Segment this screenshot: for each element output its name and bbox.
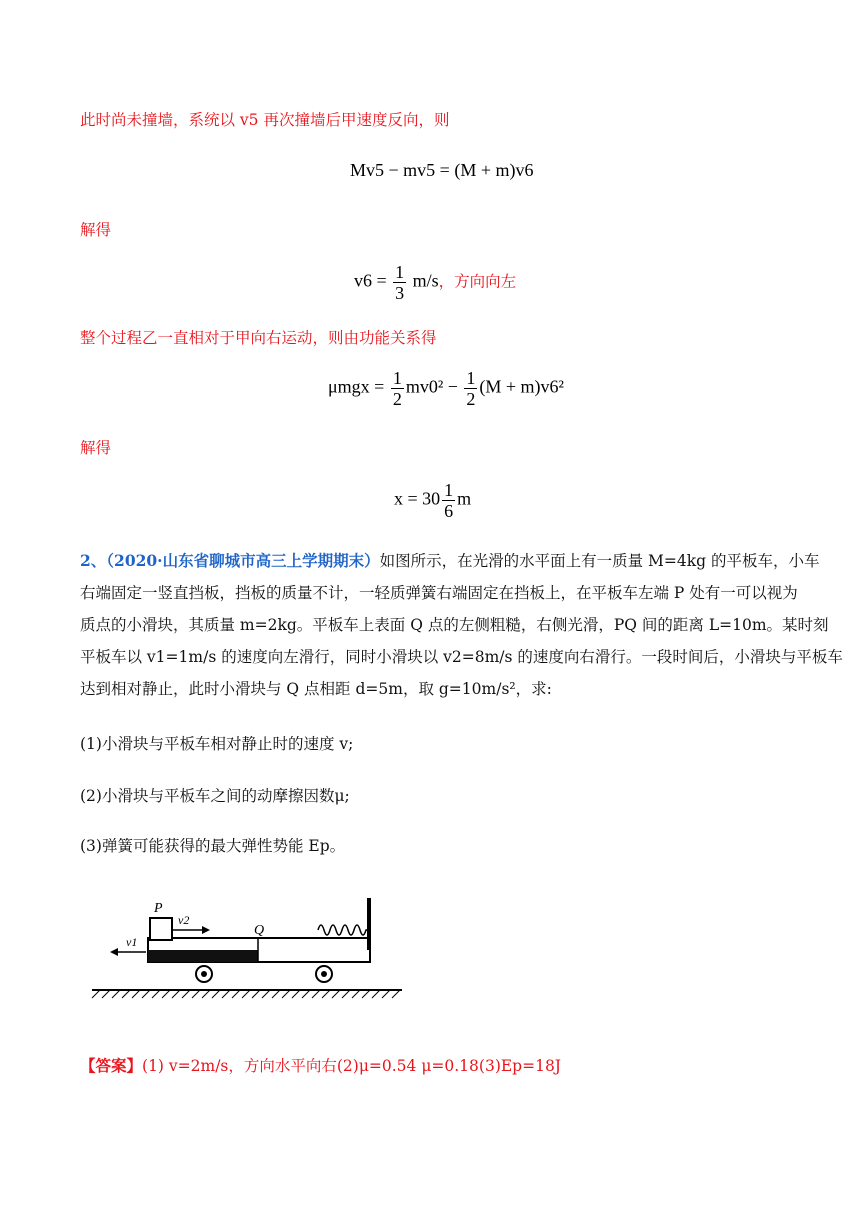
cart-figure bbox=[88, 890, 408, 1010]
wheel-right bbox=[316, 966, 332, 982]
solution-line-1: 此时尚未撞墙，系统以 v5 再次撞墙后甲速度反向，则 bbox=[80, 111, 450, 129]
equation-momentum: Mv5 − mv5 = (M + m)v6 bbox=[350, 160, 534, 180]
slider-block bbox=[150, 918, 172, 940]
question-1: (1)小滑块与平板车相对静止时的速度 v; bbox=[80, 735, 354, 753]
equation-energy: μmgx = $\frac{1}{2}$ mv0² − $\frac{1}{2}$ (M + m)v6² bbox=[328, 368, 564, 409]
rough-surface bbox=[148, 950, 258, 962]
wall-baffle bbox=[367, 898, 371, 950]
equation-v6: v6 = $\frac{1}{3}$ m/s，方向向左 bbox=[354, 262, 517, 303]
problem-line-4: 平板车以 v1=1m/s 的速度向左滑行，同时小滑块以 v2=8m/s 的速度向右滑行。一段时间后，小滑块与平板车 bbox=[80, 648, 843, 666]
label-v2: v2 bbox=[178, 913, 190, 927]
problem-line-3: 质点的小滑块，其质量 m=2kg。平板车上表面 Q 点的左侧粗糙，右侧光滑，PQ 间的距离 L=10m。某时刻 bbox=[80, 616, 829, 634]
label-p: P bbox=[154, 901, 163, 916]
label-q: Q bbox=[254, 923, 265, 938]
problem-line-2: 右端固定一竖直挡板，挡板的质量不计，一轻质弹簧右端固定在挡板上，在平板车左端 P 处有一可以视为 bbox=[80, 584, 798, 602]
solution-jiede-2: 解得 bbox=[80, 439, 112, 457]
problem-number: 2、 bbox=[80, 551, 107, 570]
answer-line bbox=[80, 1050, 561, 1082]
problem-line-5: 达到相对静止，此时小滑块与 Q 点相距 d=5m，取 g=10m/s²，求: bbox=[80, 680, 552, 698]
problem-source: （2020·山东省聊城市高三上学期期末） bbox=[106, 551, 380, 570]
equation-x: x = 30 $\frac{1}{6}$ m bbox=[394, 480, 472, 521]
label-v1: v1 bbox=[126, 935, 138, 949]
question-2: (2)小滑块与平板车之间的动摩擦因数μ; bbox=[80, 787, 350, 805]
question-3: (3)弹簧可能获得的最大弹性势能 Ep。 bbox=[80, 837, 346, 855]
ground-hatching bbox=[92, 990, 400, 998]
spring bbox=[318, 925, 367, 935]
solution-jiede-1: 解得 bbox=[80, 221, 112, 239]
answer-text: (1) v=2m/s，方向水平向右(2)μ=0.54 μ=0.18(3)Ep=18J bbox=[142, 1057, 562, 1075]
answer-tag: 【答案】 bbox=[80, 1056, 143, 1075]
wheel-left bbox=[196, 966, 212, 982]
fraction: $\frac{1}{3}$ bbox=[395, 262, 405, 303]
problem-line-1: 2、（2020·山东省聊城市高三上学期期末）如图所示，在光滑的水平面上有一质量 M=4kg 的平板车，小车 bbox=[80, 551, 820, 570]
solution-line-2: 整个过程乙一直相对于甲向右运动，则由功能关系得 bbox=[80, 329, 437, 347]
